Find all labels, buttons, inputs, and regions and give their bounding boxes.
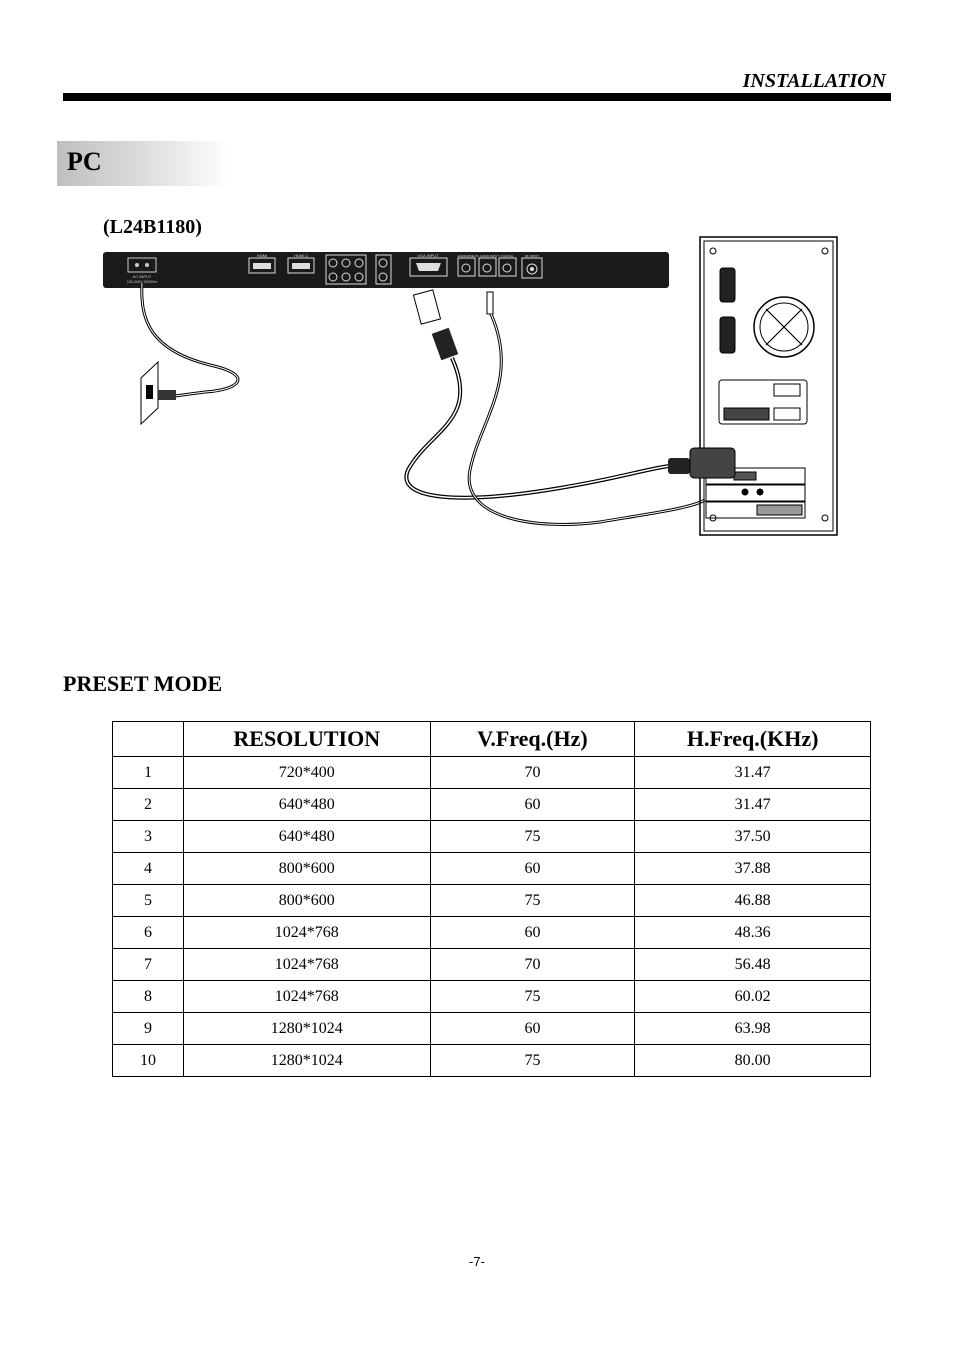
row-hfreq: 63.98 — [635, 1013, 871, 1045]
row-vfreq: 60 — [430, 853, 635, 885]
row-index: 9 — [113, 1013, 184, 1045]
row-vfreq: 75 — [430, 885, 635, 917]
coaxial-label: COAXIAL — [500, 254, 514, 258]
row-vfreq: 70 — [430, 949, 635, 981]
row-vfreq: 70 — [430, 757, 635, 789]
table-header-row — [113, 722, 871, 757]
hdmi-port-1-label: HDMI — [256, 253, 268, 258]
row-index: 7 — [113, 949, 184, 981]
row-index: 6 — [113, 917, 184, 949]
wall-outlet — [141, 362, 158, 424]
row-hfreq: 48.36 — [635, 917, 871, 949]
row-index: 8 — [113, 981, 184, 1013]
row-resolution: 1024*768 — [183, 917, 430, 949]
table-row — [113, 981, 871, 1013]
header-rule — [63, 93, 891, 101]
row-hfreq: 60.02 — [635, 981, 871, 1013]
ac-input-label: AC INPUT — [132, 274, 152, 279]
row-hfreq: 56.48 — [635, 949, 871, 981]
row-hfreq: 31.47 — [635, 757, 871, 789]
row-resolution: 1024*768 — [183, 981, 430, 1013]
header-section-title: INSTALLATION — [742, 70, 886, 92]
audio-cable — [469, 292, 705, 524]
page-number: -7- — [469, 1254, 485, 1269]
pc-connection-diagram — [100, 235, 845, 540]
row-vfreq: 75 — [430, 821, 635, 853]
row-resolution: 1024*768 — [183, 949, 430, 981]
table-row — [113, 1045, 871, 1077]
section-tag-label: PC — [67, 147, 102, 176]
table-row — [113, 1013, 871, 1045]
row-resolution: 640*480 — [183, 821, 430, 853]
row-index: 2 — [113, 789, 184, 821]
tv-back-panel — [103, 252, 669, 288]
row-vfreq: 60 — [430, 917, 635, 949]
row-hfreq: 31.47 — [635, 789, 871, 821]
section-tag — [57, 141, 229, 186]
row-index: 10 — [113, 1045, 184, 1077]
row-resolution: 800*600 — [183, 885, 430, 917]
ac-input-voltage: 100-240V~50/60Hz — [126, 280, 158, 284]
row-resolution: 800*600 — [183, 853, 430, 885]
table-row — [113, 821, 871, 853]
row-resolution: 1280*1024 — [183, 1045, 430, 1077]
pc-tower — [690, 237, 837, 535]
rf-input-label: RF INPUT — [525, 254, 539, 258]
hdmi-port-2-label: HDMI 2 — [294, 253, 308, 258]
row-vfreq: 60 — [430, 789, 635, 821]
power-plug — [158, 390, 176, 400]
row-index: 3 — [113, 821, 184, 853]
row-index: 1 — [113, 757, 184, 789]
row-hfreq: 46.88 — [635, 885, 871, 917]
table-row — [113, 949, 871, 981]
row-vfreq: 75 — [430, 1045, 635, 1077]
row-resolution: 640*480 — [183, 789, 430, 821]
row-hfreq: 80.00 — [635, 1045, 871, 1077]
row-resolution: 720*400 — [183, 757, 430, 789]
column-header-index — [113, 722, 184, 757]
preset-mode-table — [112, 721, 871, 1077]
row-hfreq: 37.88 — [635, 853, 871, 885]
earphone-label: EARPHONE — [457, 254, 475, 258]
vga-cable — [406, 290, 690, 498]
table-row — [113, 917, 871, 949]
column-header-resolution: RESOLUTION — [183, 722, 430, 757]
preset-mode-title: PRESET MODE — [63, 671, 223, 696]
row-index: 5 — [113, 885, 184, 917]
column-header-vfreq: V.Freq.(Hz) — [430, 722, 635, 757]
table-row — [113, 757, 871, 789]
table-row — [113, 789, 871, 821]
row-vfreq: 60 — [430, 1013, 635, 1045]
row-vfreq: 75 — [430, 981, 635, 1013]
row-resolution: 1280*1024 — [183, 1013, 430, 1045]
table-row — [113, 853, 871, 885]
row-hfreq: 37.50 — [635, 821, 871, 853]
row-index: 4 — [113, 853, 184, 885]
table-row — [113, 885, 871, 917]
vga-input-label: VGA INPUT — [417, 253, 439, 258]
pc-audio-label: PC AUDIO INPUT — [474, 254, 500, 258]
column-header-hfreq: H.Freq.(KHz) — [635, 722, 871, 757]
model-number: (L24B1180) — [103, 216, 202, 238]
